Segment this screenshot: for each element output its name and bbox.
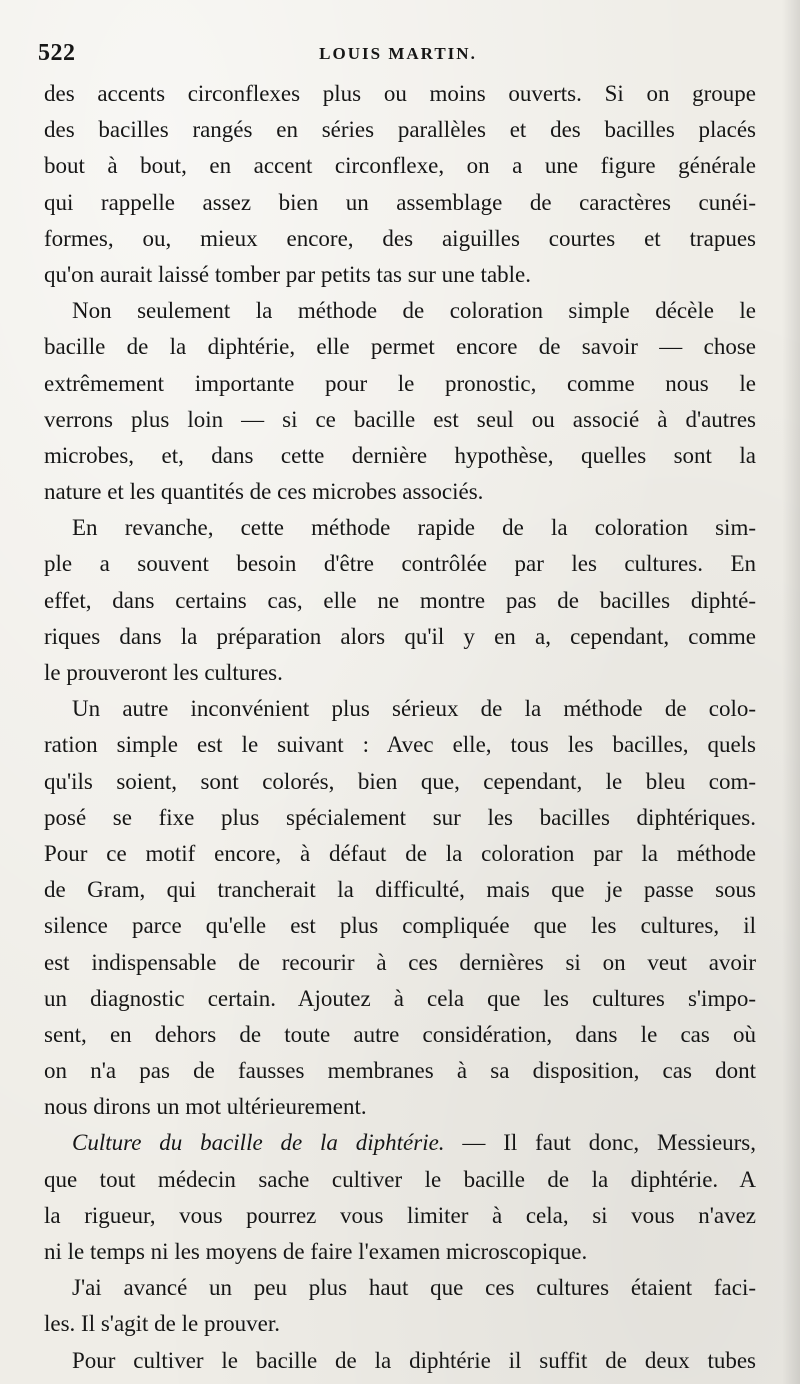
text-line: que tout médecin sache cultiver le bacille de la diphtérie. A: [44, 1166, 756, 1192]
text-line: silence parce qu'elle est plus compliquée que les cultures, il: [44, 913, 756, 939]
text-line: des accents circonflexes plus ou moins ouverts. Si on groupe: [44, 81, 756, 106]
text-line: J'ai avancé un peu plus haut que ces cultures étaient faci-: [72, 1275, 756, 1301]
text-line: qui rappelle assez bien un assemblage de caractères cunéi-: [44, 189, 756, 215]
text-line: bacille de la diphtérie, elle permet encore de savoir — chose: [44, 334, 756, 360]
text-line: microbes, et, dans cette dernière hypothèse, quelles sont la: [44, 442, 756, 468]
text-line: ple a souvent besoin d'être contrôlée par les cultures. En: [44, 551, 756, 577]
text-line: Non seulement la méthode de coloration simple décèle le: [72, 298, 756, 324]
text-line: un diagnostic certain. Ajoutez à cela que les cultures s'impo-: [44, 985, 756, 1011]
section-heading-line: [44, 1125, 756, 1161]
text-fragment: — Il faut donc, Messieurs,: [462, 1130, 757, 1156]
text-line: posé se fixe plus spécialement sur les bacilles diphtériques.: [44, 804, 756, 830]
text-line: effet, dans certains cas, elle ne montre pas de bacilles diphté-: [44, 587, 756, 613]
text-line: on n'a pas de fausses membranes à sa disposition, cas dont: [44, 1058, 756, 1084]
page-number: 522: [38, 40, 76, 66]
text-line: Un autre inconvénient plus sérieux de la méthode de colo-: [72, 696, 756, 722]
text-line: formes, ou, mieux encore, des aiguilles courtes et trapues: [44, 225, 756, 251]
text-line: les. Il s'agit de le prouver.: [44, 1311, 280, 1337]
page-edge-shadow: [782, 0, 800, 1384]
running-head: LOUIS MARTIN.: [319, 44, 477, 63]
text-line: des bacilles rangés en séries parallèles et des bacilles placés: [44, 117, 756, 143]
text-line: de Gram, qui trancherait la difficulté, mais que je passe sous: [44, 877, 756, 903]
text-line: ration simple est le suivant : Avec elle, tous les bacilles, quels: [44, 732, 756, 758]
text-line: le prouveront les cultures.: [44, 660, 283, 685]
text-line: Pour ce motif encore, à défaut de la coloration par la méthode: [44, 840, 756, 866]
text-line: qu'ils soient, sont colorés, bien que, cependant, le bleu com-: [44, 768, 756, 794]
text-line: extrêmement importante pour le pronostic, comme nous le: [44, 370, 756, 396]
text-line: bout à bout, en accent circonflexe, on a une figure générale: [44, 153, 756, 179]
body-text: [44, 76, 756, 1379]
text-line: ni le temps ni les moyens de faire l'examen microscopique.: [44, 1239, 588, 1264]
text-line: verrons plus loin — si ce bacille est seul ou associé à d'autres: [44, 406, 756, 432]
text-line: nature et les quantités de ces microbes associés.: [44, 479, 484, 505]
text-line: la rigueur, vous pourrez vous limiter à cela, si vous n'avez: [44, 1202, 756, 1228]
page-header: [38, 34, 758, 68]
section-heading: Culture du bacille de la diphtérie.: [72, 1130, 445, 1156]
text-line: sent, en dehors de toute autre considération, dans le cas où: [44, 1021, 756, 1047]
text-line: riques dans la préparation alors qu'il y en a, cependant, comme: [44, 623, 756, 649]
text-line: En revanche, cette méthode rapide de la coloration sim-: [72, 515, 756, 541]
text-line: est indispensable de recourir à ces dernières si on veut avoir: [44, 949, 756, 975]
text-line: nous dirons un mot ultérieurement.: [44, 1094, 367, 1120]
text-line: Pour cultiver le bacille de la diphtérie il suffit de deux tubes: [72, 1347, 756, 1373]
text-line: qu'on aurait laissé tomber par petits tas sur une table.: [44, 261, 532, 287]
